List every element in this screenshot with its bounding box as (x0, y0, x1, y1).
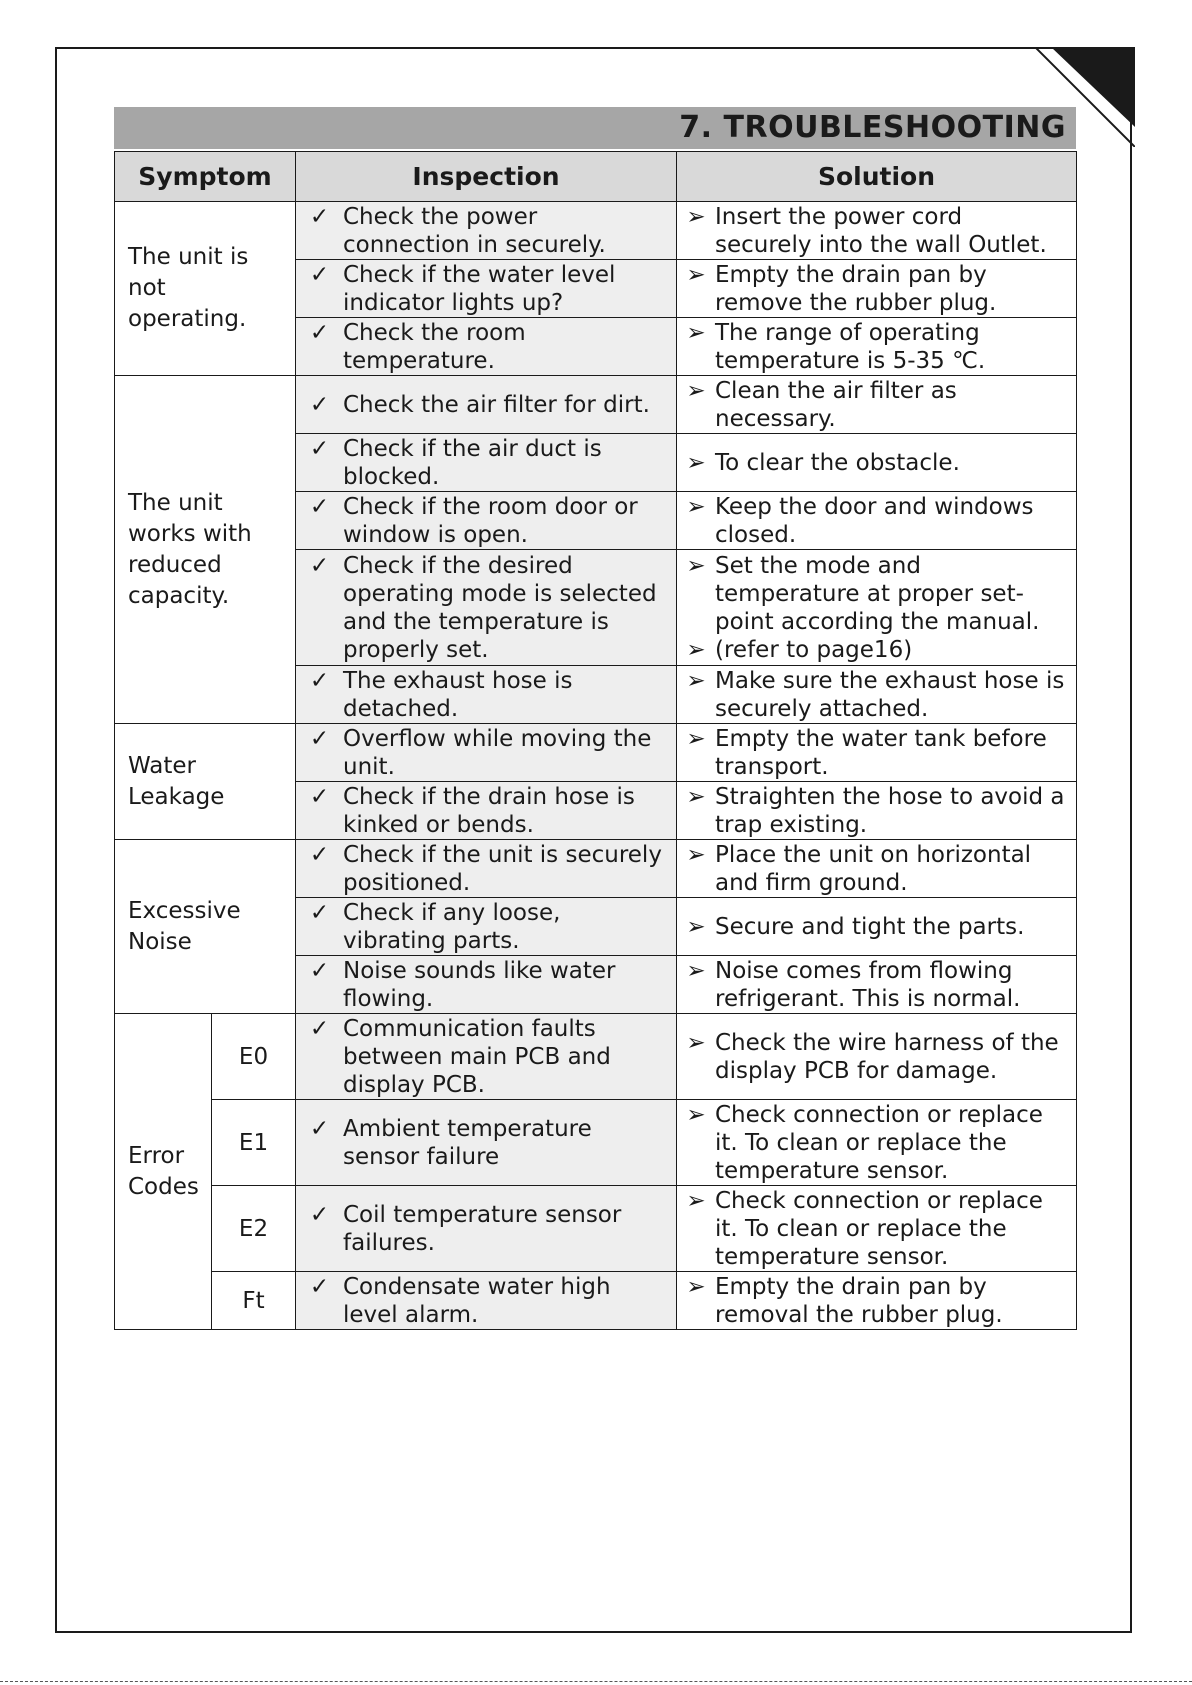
solution-cell (677, 1272, 1077, 1330)
bullet-text: Make sure the exhaust hose is securely attached. (715, 667, 1065, 722)
bullet-item (677, 261, 1076, 317)
bullet-text: Check the air filter for dirt. (343, 391, 650, 418)
bullet-text: Check the power connection in securely. (343, 203, 606, 258)
arrow-bullet-icon: ➢ (686, 552, 706, 579)
solution-cell (677, 898, 1077, 956)
header-solution: Solution (677, 152, 1077, 202)
arrow-bullet-icon: ➢ (686, 841, 706, 868)
bullet-text: Check if the drain hose is kinked or bends. (343, 783, 635, 838)
table-row (115, 840, 1077, 898)
bullet-item (677, 783, 1076, 839)
inspection-cell (296, 434, 677, 492)
bullet-text: Noise comes from flowing refrigerant. This is normal. (715, 957, 1021, 1012)
checkmark-icon: ✓ (309, 552, 330, 579)
symptom-text: The unit works with reduced capacity. (128, 489, 252, 609)
error-code-cell: Ft (212, 1272, 296, 1330)
error-code-cell: E2 (212, 1186, 296, 1272)
error-code-cell: E0 (212, 1014, 296, 1100)
header-inspection: Inspection (296, 152, 677, 202)
bullet-item (296, 899, 676, 955)
bullet-item (677, 552, 1076, 636)
bullet-item (296, 552, 676, 664)
table-row (115, 724, 1077, 782)
table-row (115, 1186, 1077, 1272)
section-title: 7. TROUBLESHOOTING (679, 110, 1066, 145)
inspection-cell (296, 1186, 677, 1272)
bullet-text: Check connection or replace it. To clean or replace the temperature sensor. (715, 1101, 1043, 1184)
checkmark-icon: ✓ (309, 493, 330, 520)
bullet-text: Overflow while moving the unit. (343, 725, 652, 780)
checkmark-icon: ✓ (309, 435, 330, 462)
symptom-text: Water Leakage (128, 752, 225, 810)
bullet-item (677, 667, 1076, 723)
solution-cell (677, 318, 1077, 376)
solution-cell (677, 1186, 1077, 1272)
bullet-text: Secure and tight the parts. (715, 913, 1025, 940)
inspection-cell (296, 840, 677, 898)
inspection-cell (296, 666, 677, 724)
symptom-text: Excessive Noise (128, 897, 241, 955)
bullet-text: To clear the obstacle. (715, 449, 960, 476)
checkmark-icon: ✓ (309, 899, 330, 926)
bullet-item (677, 1273, 1076, 1329)
arrow-bullet-icon: ➢ (686, 493, 706, 520)
solution-cell (677, 782, 1077, 840)
bullet-text: (refer to page16) (715, 636, 913, 663)
symptom-cell (115, 202, 296, 376)
bullet-item (296, 725, 676, 781)
bullet-text: Check if the unit is securely positioned. (343, 841, 662, 896)
checkmark-icon: ✓ (309, 1115, 330, 1142)
bullet-item (677, 203, 1076, 259)
bullet-item (677, 1101, 1076, 1185)
inspection-cell (296, 492, 677, 550)
bullet-item (677, 841, 1076, 897)
checkmark-icon: ✓ (309, 261, 330, 288)
inspection-cell (296, 1272, 677, 1330)
page-bottom-divider (0, 1681, 1192, 1682)
arrow-bullet-icon: ➢ (686, 377, 706, 404)
checkmark-icon: ✓ (309, 1015, 330, 1042)
bullet-item (296, 435, 676, 491)
arrow-bullet-icon: ➢ (686, 725, 706, 752)
bullet-item (296, 667, 676, 723)
bullet-text: Communication faults between main PCB and display PCB. (343, 1015, 611, 1098)
inspection-cell (296, 1014, 677, 1100)
checkmark-icon: ✓ (309, 203, 330, 230)
bullet-text: Check if the room door or window is open. (343, 493, 638, 548)
arrow-bullet-icon: ➢ (686, 319, 706, 346)
header-symptom: Symptom (115, 152, 296, 202)
solution-cell (677, 1014, 1077, 1100)
bullet-text: Ambient temperature sensor failure (343, 1115, 592, 1170)
bullet-text: Noise sounds like water flowing. (343, 957, 616, 1012)
table-row (115, 202, 1077, 260)
bullet-item (677, 636, 1076, 664)
table-row (115, 1014, 1077, 1100)
bullet-item (677, 957, 1076, 1013)
bullet-item (677, 493, 1076, 549)
solution-cell (677, 1100, 1077, 1186)
inspection-cell (296, 318, 677, 376)
bullet-item (296, 957, 676, 1013)
checkmark-icon: ✓ (309, 319, 330, 346)
bullet-text: The exhaust hose is detached. (343, 667, 573, 722)
arrow-bullet-icon: ➢ (686, 261, 706, 288)
arrow-bullet-icon: ➢ (686, 636, 706, 663)
bullet-item (296, 319, 676, 375)
inspection-cell (296, 202, 677, 260)
bullet-item (296, 203, 676, 259)
inspection-cell (296, 956, 677, 1014)
arrow-bullet-icon: ➢ (686, 1273, 706, 1300)
bullet-text: Condensate water high level alarm. (343, 1273, 611, 1328)
bullet-item (296, 841, 676, 897)
bullet-text: Clean the air filter as necessary. (715, 377, 957, 432)
bullet-item (296, 261, 676, 317)
bullet-item (296, 1201, 676, 1257)
solution-cell (677, 260, 1077, 318)
solution-cell (677, 550, 1077, 666)
inspection-cell (296, 260, 677, 318)
arrow-bullet-icon: ➢ (686, 957, 706, 984)
solution-cell (677, 434, 1077, 492)
bullet-text: Check if the desired operating mode is selected and the temperature is properly set. (343, 552, 657, 663)
bullet-text: Straighten the hose to avoid a trap existing. (715, 783, 1065, 838)
bullet-item (677, 913, 1076, 941)
arrow-bullet-icon: ➢ (686, 203, 706, 230)
bullet-item (296, 783, 676, 839)
symptom-cell (115, 840, 296, 1014)
bullet-text: The range of operating temperature is 5-35 ℃. (715, 319, 986, 374)
inspection-cell (296, 376, 677, 434)
arrow-bullet-icon: ➢ (686, 1187, 706, 1214)
checkmark-icon: ✓ (309, 667, 330, 694)
solution-cell (677, 202, 1077, 260)
bullet-text: Check if the water level indicator lights up? (343, 261, 616, 316)
checkmark-icon: ✓ (309, 1201, 330, 1228)
inspection-cell (296, 898, 677, 956)
checkmark-icon: ✓ (309, 783, 330, 810)
table-row (115, 1272, 1077, 1330)
section-title-bar (114, 107, 1076, 149)
bullet-text: Check if any loose, vibrating parts. (343, 899, 561, 954)
arrow-bullet-icon: ➢ (686, 1029, 706, 1056)
bullet-text: Place the unit on horizontal and firm ground. (715, 841, 1032, 896)
symptom-cell (115, 1014, 212, 1330)
bullet-item (677, 1187, 1076, 1271)
solution-cell (677, 666, 1077, 724)
arrow-bullet-icon: ➢ (686, 449, 706, 476)
bullet-item (677, 1029, 1076, 1085)
arrow-bullet-icon: ➢ (686, 1101, 706, 1128)
bullet-text: Coil temperature sensor failures. (343, 1201, 622, 1256)
checkmark-icon: ✓ (309, 957, 330, 984)
solution-cell (677, 492, 1077, 550)
bullet-item (677, 377, 1076, 433)
bullet-item (296, 493, 676, 549)
bullet-text: Empty the drain pan by removal the rubber plug. (715, 1273, 1003, 1328)
troubleshooting-table (114, 151, 1077, 1330)
inspection-cell (296, 550, 677, 666)
bullet-item (677, 449, 1076, 477)
bullet-item (296, 391, 676, 419)
bullet-text: Check the room temperature. (343, 319, 526, 374)
checkmark-icon: ✓ (309, 391, 330, 418)
symptom-text: The unit is not operating. (128, 244, 249, 332)
bullet-item (677, 319, 1076, 375)
inspection-cell (296, 782, 677, 840)
symptom-cell (115, 724, 296, 840)
bullet-item (677, 725, 1076, 781)
solution-cell (677, 956, 1077, 1014)
arrow-bullet-icon: ➢ (686, 783, 706, 810)
symptom-text: Error Codes (128, 1142, 199, 1200)
solution-cell (677, 376, 1077, 434)
bullet-item (296, 1015, 676, 1099)
table-row (115, 376, 1077, 434)
bullet-text: Check the wire harness of the display PCB for damage. (715, 1029, 1059, 1084)
arrow-bullet-icon: ➢ (686, 667, 706, 694)
bullet-text: Empty the drain pan by remove the rubber plug. (715, 261, 997, 316)
table-header-row (115, 152, 1077, 202)
inspection-cell (296, 1100, 677, 1186)
table-body (115, 202, 1077, 1330)
checkmark-icon: ✓ (309, 725, 330, 752)
solution-cell (677, 724, 1077, 782)
inspection-cell (296, 724, 677, 782)
bullet-item (296, 1273, 676, 1329)
bullet-text: Keep the door and windows closed. (715, 493, 1034, 548)
checkmark-icon: ✓ (309, 1273, 330, 1300)
bullet-text: Insert the power cord securely into the wall Outlet. (715, 203, 1047, 258)
bullet-item (296, 1115, 676, 1171)
table-row (115, 1100, 1077, 1186)
bullet-text: Set the mode and temperature at proper set- point according the manual. (715, 552, 1040, 635)
bullet-text: Check connection or replace it. To clean or replace the temperature sensor. (715, 1187, 1043, 1270)
bullet-text: Check if the air duct is blocked. (343, 435, 602, 490)
arrow-bullet-icon: ➢ (686, 913, 706, 940)
bullet-text: Empty the water tank before transport. (715, 725, 1047, 780)
error-code-cell: E1 (212, 1100, 296, 1186)
checkmark-icon: ✓ (309, 841, 330, 868)
solution-cell (677, 840, 1077, 898)
symptom-cell (115, 376, 296, 724)
